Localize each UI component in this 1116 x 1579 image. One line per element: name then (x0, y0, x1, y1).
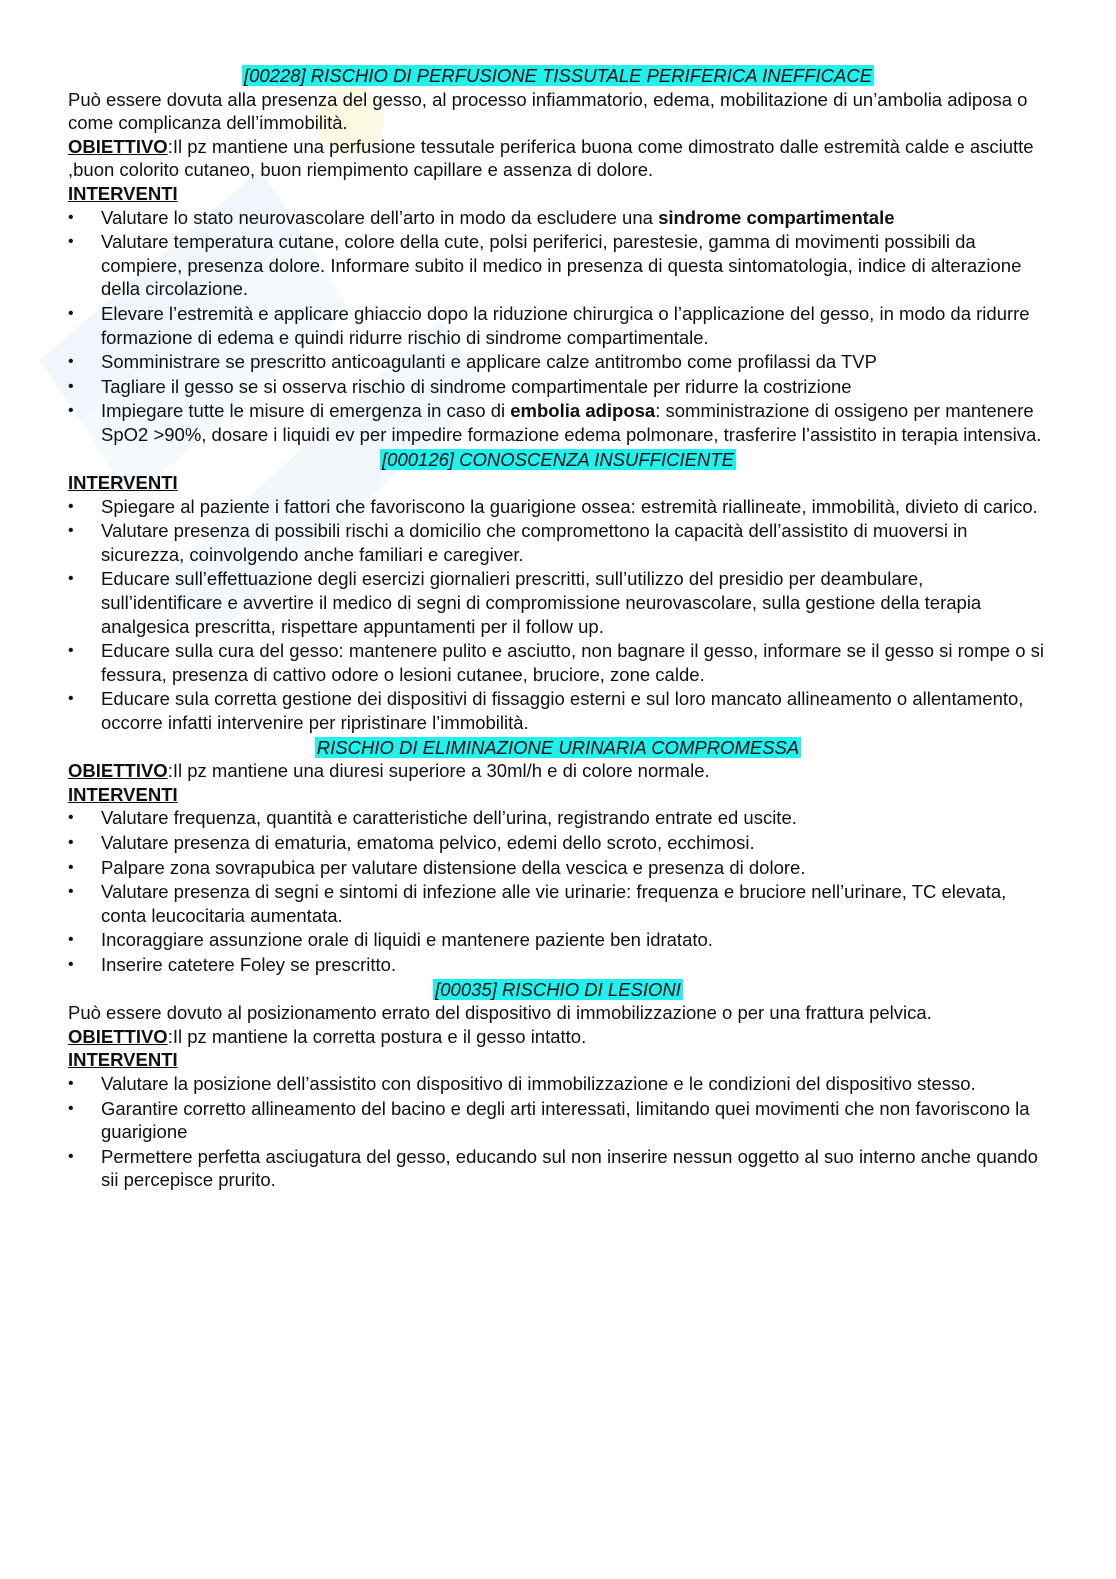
section-eliminazione-urinaria (68, 736, 1048, 977)
list-item: • Valutare presenza di possibili rischi a domicilio che compromettono la capacità dell’assistito di muoversi in sicurezza, coinvolgendo anche familiari e caregiver. (68, 519, 1048, 566)
interventions-label: INTERVENTI (68, 472, 178, 494)
list-item: • Valutare presenza di segni e sintomi di infezione alle vie urinarie: frequenza e bruciore nell’urinare, TC elevata, conta leucocitaria aumentata. (68, 880, 1048, 927)
list-item: • Valutare la posizione dell’assistito con dispositivo di immobilizzazione e le condizioni del dispositivo stesso. (68, 1072, 1048, 1096)
interventions-list (68, 806, 1048, 976)
list-item: • Spiegare al paziente i fattori che favoriscono la guarigione ossea: estremità riallineate, immobilità, divieto di carico. (68, 495, 1048, 519)
list-item: • Tagliare il gesso se si osserva rischio di sindrome compartimentale per ridurre la costrizione (68, 375, 1048, 399)
objective-text: :Il pz mantiene una perfusione tessutale periferica buona come dimostrato dalle estremità calde e asciutte ,buon colorito cutaneo, buon riempimento capillare e assenza di dolore. (68, 135, 1034, 181)
list-item: • Garantire corretto allineamento del bacino e degli arti interessati, limitando quei movimenti che non favoriscono la guarigione (68, 1097, 1048, 1144)
list-item: • Somministrare se prescritto anticoagulanti e applicare calze antitrombo come profilassi da TVP (68, 350, 1048, 374)
list-item: • Impiegare tutte le misure di emergenza in caso di embolia adiposa: somministrazione di ossigeno per mantenere SpO2 >90%, dosare i liquidi ev per impedire formazione edema polmonare, trasferire l’assistito in terapia intensiva. (68, 399, 1048, 446)
objective-label: OBIETTIVO (68, 1025, 168, 1047)
list-item: • Valutare frequenza, quantità e caratteristiche dell’urina, registrando entrate ed uscite. (68, 806, 1048, 830)
list-item: • Educare sull’effettuazione degli esercizi giornalieri prescritti, sull’utilizzo del presidio per deambulare, sull’identificare e avvertire il medico di segni di compromissione neurovascolare, sulla gestione della terapia analgesica prescritta, rispettare appuntamenti per il follow up. (68, 567, 1048, 638)
list-item: • Educare sula corretta gestione dei dispositivi di fissaggio esterni e sul loro mancato allineamento o allentamento, occorre infatti intervenire per ripristinare l’immobilità. (68, 687, 1048, 734)
interventions-list (68, 206, 1048, 447)
section-intro: Può essere dovuto al posizionamento errato del dispositivo di immobilizzazione o per una frattura pelvica. (68, 1002, 932, 1024)
list-item: • Palpare zona sovrapubica per valutare distensione della vescica e presenza di dolore. (68, 856, 1048, 880)
interventions-label: INTERVENTI (68, 182, 178, 204)
list-item: • Elevare l’estremità e applicare ghiaccio dopo la riduzione chirurgica o l’applicazione del gesso, in modo da ridurre formazione di edema e quindi ridurre rischio di sindrome compartimentale. (68, 302, 1048, 349)
objective-text: :Il pz mantiene una diuresi superiore a 30ml/h e di colore normale. (167, 760, 710, 782)
section-lesioni (68, 978, 1048, 1192)
section-conoscenza (68, 448, 1048, 735)
list-item: • Educare sulla cura del gesso: mantenere pulito e asciutto, non bagnare il gesso, informare se il gesso si rompe o si fessura, presenza di cattivo odore o lesioni cutanee, bruciore, zone calde. (68, 639, 1048, 686)
list-item: • Valutare presenza di ematuria, ematoma pelvico, edemi dello scroto, ecchimosi. (68, 831, 1048, 855)
section-perfusione (68, 64, 1048, 447)
section-title: RISCHIO DI ELIMINAZIONE URINARIA COMPROMESSA (316, 736, 800, 758)
interventions-list (68, 495, 1048, 735)
section-title: [000126] CONOSCENZA INSUFFICIENTE (382, 448, 734, 470)
interventions-list (68, 1072, 1048, 1192)
list-item: • Valutare lo stato neurovascolare dell’arto in modo da escludere una sindrome compartimentale (68, 206, 1048, 230)
objective (68, 135, 1048, 182)
list-item: • Incoraggiare assunzione orale di liquidi e mantenere paziente ben idratato. (68, 928, 1048, 952)
list-item: • Permettere perfetta asciugatura del gesso, educando sul non inserire nessun oggetto al suo interno anche quando sii percepisce prurito. (68, 1145, 1048, 1192)
list-item: • Valutare temperatura cutane, colore della cute, polsi periferici, parestesie, gamma di movimenti possibili da compiere, presenza dolore. Informare subito il medico in presenza di questa sintomatologia, indice di alterazione della circolazione. (68, 230, 1048, 301)
interventions-label: INTERVENTI (68, 783, 178, 805)
section-title: [00228] RISCHIO DI PERFUSIONE TISSUTALE PERIFERICA INEFFICACE (243, 65, 873, 86)
objective-label: OBIETTIVO (68, 135, 168, 157)
list-item: • Inserire catetere Foley se prescritto. (68, 953, 1048, 977)
objective-text: :Il pz mantiene la corretta postura e il gesso intatto. (167, 1025, 587, 1047)
section-intro: Può essere dovuta alla presenza del gesso, al processo infiammatorio, edema, mobilitazione di un’ambolia adiposa o come complicanza dell’immobilità. (68, 88, 1028, 134)
objective-label: OBIETTIVO (68, 760, 168, 782)
interventions-label: INTERVENTI (68, 1049, 178, 1071)
objective (68, 759, 1048, 783)
document-page (68, 64, 1048, 1193)
section-title: [00035] RISCHIO DI LESIONI (435, 978, 681, 1000)
objective (68, 1025, 1048, 1049)
